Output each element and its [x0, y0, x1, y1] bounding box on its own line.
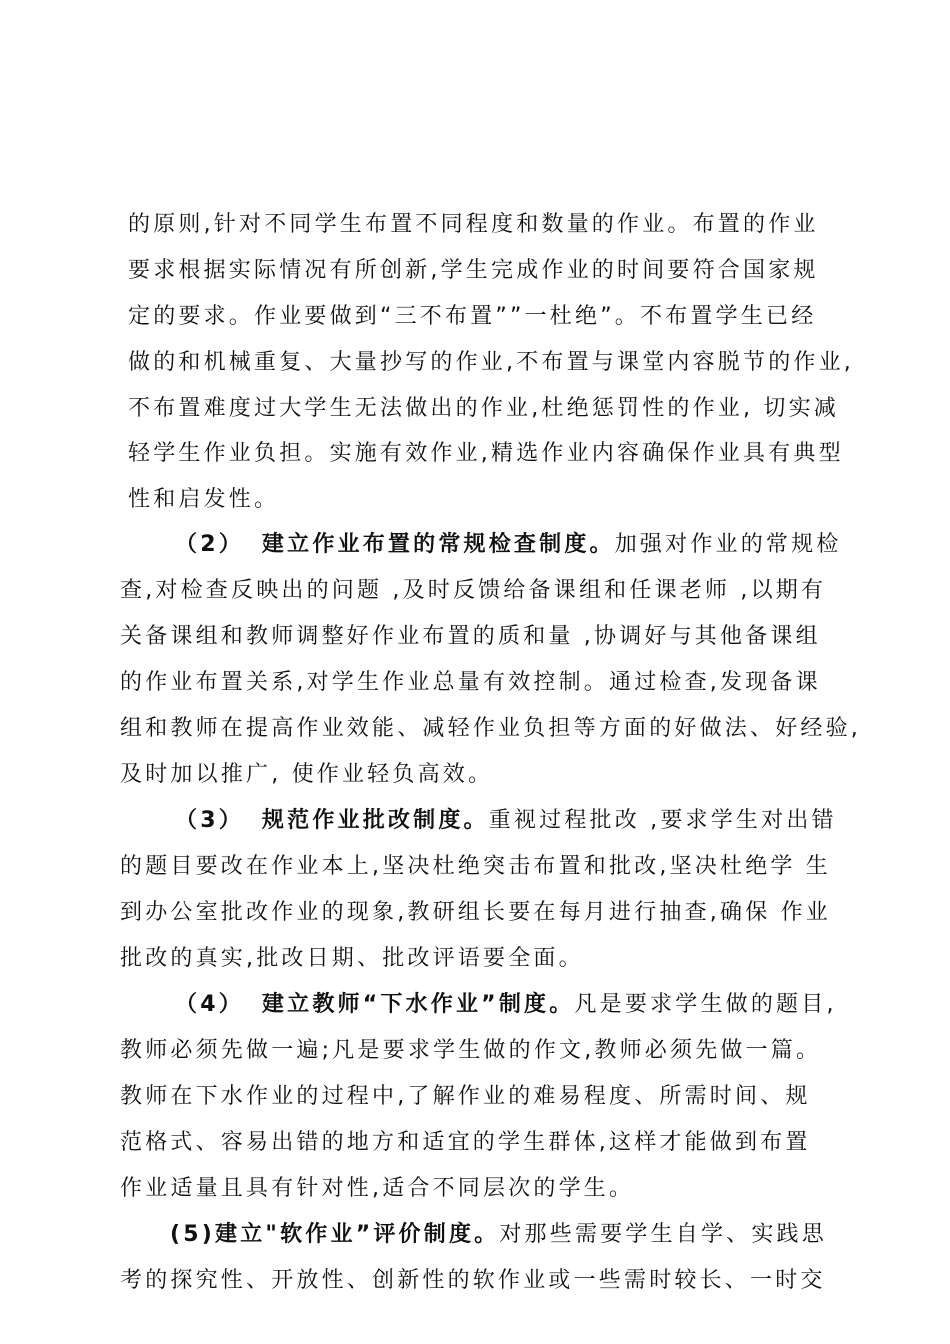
- p2-heading: 建立作业布置的常规检查制度。: [261, 532, 615, 557]
- p5-heading: 建立"软作业”评价制度。: [215, 1222, 500, 1247]
- p1-line-7: 性和启发性。: [128, 487, 280, 512]
- p1-line-2: 要求根据实际情况有所创新,学生完成作业的时间要符合国家规: [128, 258, 819, 283]
- p3-line-3: 到办公室批改作业的现象,教研组长要在每月进行抽查,确保 作业: [120, 900, 831, 925]
- p4-line-4: 范格式、容易出错的地方和适宜的学生群体,这样才能做到布置: [120, 1130, 811, 1155]
- p4-line-2: 教师必须先做一遍;凡是要求学生做的作文,教师必须先做一篇。: [120, 1038, 822, 1063]
- p1-line-1: 的原则,针对不同学生布置不同程度和数量的作业。布置的作业: [128, 212, 819, 237]
- p2-number: （2）: [175, 532, 244, 557]
- p3-heading: 规范作业批改制度。: [261, 808, 489, 833]
- p5-number: (5): [170, 1222, 216, 1247]
- p1-line-5: 不布置难度过大学生无法做出的作业,杜绝惩罚性的作业, 切实减: [128, 396, 839, 421]
- p5-first-rest: 对那些需要学生自学、实践思: [499, 1222, 827, 1247]
- p3-line-1: [175, 806, 837, 836]
- p1-line-6: 轻学生作业负担。实施有效作业,精选作业内容确保作业具有典型: [128, 441, 844, 466]
- p2-line-1: [175, 530, 842, 560]
- p3-line-4: 批改的真实,批改日期、批改评语要全面。: [120, 946, 584, 971]
- p4-heading: 建立教师“下水作业”制度。: [261, 992, 575, 1017]
- p4-line-5: 作业适量且具有针对性,适合不同层次的学生。: [120, 1176, 635, 1201]
- p2-line-3: 关备课组和教师调整好作业布置的质和量 ,协调好与其他备课组: [120, 624, 821, 649]
- p1-line-3: 定的要求。作业要做到“三不布置””一杜绝”。不布置学生已经: [128, 304, 817, 329]
- p4-line-1: [175, 990, 837, 1020]
- p5-line-2: 考的探究性、开放性、创新性的软作业或一些需时较长、一时交: [120, 1268, 826, 1293]
- p3-number: （3）: [175, 808, 244, 833]
- p4-first-rest: 凡是要求学生做的题目,: [574, 992, 837, 1017]
- p2-first-rest: 加强对作业的常规检: [614, 532, 842, 557]
- p4-number: （4）: [175, 992, 244, 1017]
- p3-first-rest: 重视过程批改 ,要求学生对出错: [488, 808, 837, 833]
- p2-line-5: 组和教师在提高作业效能、减轻作业负担等方面的好做法、好经验,: [120, 716, 861, 741]
- p4-line-3: 教师在下水作业的过程中,了解作业的难易程度、所需时间、规: [120, 1084, 811, 1109]
- p3-line-2: 的题目要改在作业本上,坚决杜绝突击布置和批改,坚决杜绝学 生: [120, 854, 831, 879]
- p1-line-4: 做的和机械重复、大量抄写的作业,不布置与课堂内容脱节的作业,: [128, 350, 854, 375]
- p5-line-1: [170, 1220, 827, 1250]
- p2-line-6: 及时加以推广, 使作业轻负高效。: [120, 762, 494, 787]
- p2-line-4: 的作业布置关系,对学生作业总量有效控制。通过检查,发现备课: [120, 670, 821, 695]
- p2-line-2: 查,对检查反映出的问题 ,及时反馈给备课组和任课老师 ,以期有: [120, 578, 827, 603]
